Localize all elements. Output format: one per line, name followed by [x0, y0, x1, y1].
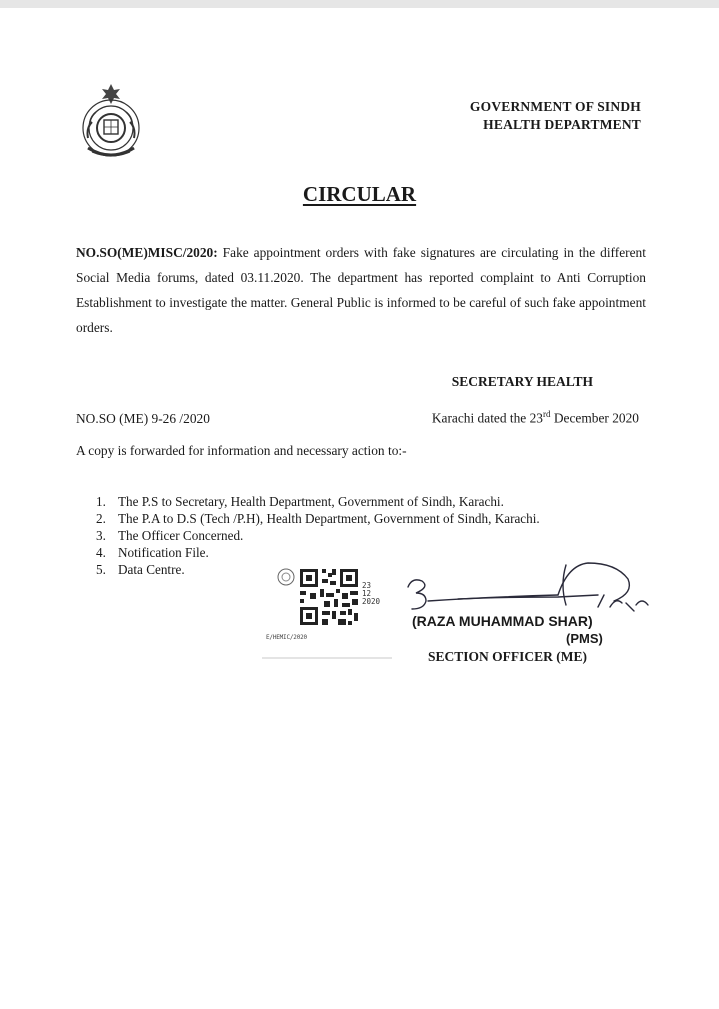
- list-item-number: 2.: [96, 511, 106, 526]
- list-item-text: Data Centre.: [118, 562, 185, 577]
- list-item-number: 3.: [96, 528, 106, 543]
- faint-divider: [262, 657, 392, 659]
- qr-stamp-date: [362, 582, 380, 606]
- small-seal-icon: [278, 569, 294, 585]
- stamp-month: 12: [362, 589, 372, 598]
- circular-body: [76, 240, 646, 340]
- government-header: [470, 98, 641, 134]
- government-of-sindh-seal-icon: [78, 82, 144, 160]
- date-suffix: December 2020: [550, 410, 639, 426]
- list-item: [76, 493, 540, 510]
- top-edge-strip: [0, 0, 719, 8]
- circular-body-text: Fake appointment orders with fake signatures are circulating in the different Social Media forums, dated 03.11.2020. The department has reported complaint to Anti Corruption Establishment to investigate the matter. General Public is informed to be careful of such fake appointment orders.: [76, 245, 646, 335]
- list-item: [76, 510, 540, 527]
- list-item-number: 5.: [96, 562, 106, 577]
- list-item-text: Notification File.: [118, 545, 209, 560]
- list-item: [76, 527, 540, 544]
- list-item-text: The P.A to D.S (Tech /P.H), Health Department, Government of Sindh, Karachi.: [118, 511, 540, 526]
- header-line-department: HEALTH DEPARTMENT: [483, 117, 641, 132]
- issuer-title: SECRETARY HEALTH: [451, 374, 593, 389]
- signatory-cadre: (PMS): [566, 631, 603, 646]
- document-title: [0, 182, 719, 207]
- qr-code-icon: [300, 569, 358, 625]
- stamp-code: E/HEMIC/2020: [266, 634, 307, 641]
- signatory-block: [408, 612, 648, 666]
- list-item-number: 4.: [96, 545, 106, 560]
- circular-reference-number: NO.SO(ME)MISC/2020:: [76, 245, 218, 260]
- signatory-designation: SECTION OFFICER (ME): [428, 649, 588, 664]
- list-item-number: 1.: [96, 494, 106, 509]
- circular-title: CIRCULAR: [302, 182, 417, 206]
- date-prefix: Karachi dated the 23: [431, 410, 543, 426]
- list-item-text: The Officer Concerned.: [118, 528, 244, 543]
- copy-forwarded-line: A copy is forwarded for information and necessary action to:-: [76, 443, 407, 458]
- endorsement-reference-number: NO.SO (ME) 9-26 /2020: [76, 411, 210, 426]
- stamp-day: 23: [362, 581, 372, 590]
- signatory-name: (RAZA MUHAMMAD SHAR): [412, 613, 593, 629]
- endorsement-date: [432, 409, 639, 426]
- header-line-government: GOVERNMENT OF SINDH: [469, 99, 641, 114]
- date-ordinal-suffix: rd: [543, 409, 551, 419]
- list-item-text: The P.S to Secretary, Health Department, Government of Sindh, Karachi.: [118, 494, 504, 509]
- stamp-year: 2020: [362, 597, 381, 606]
- qr-code-stamp: [270, 565, 410, 635]
